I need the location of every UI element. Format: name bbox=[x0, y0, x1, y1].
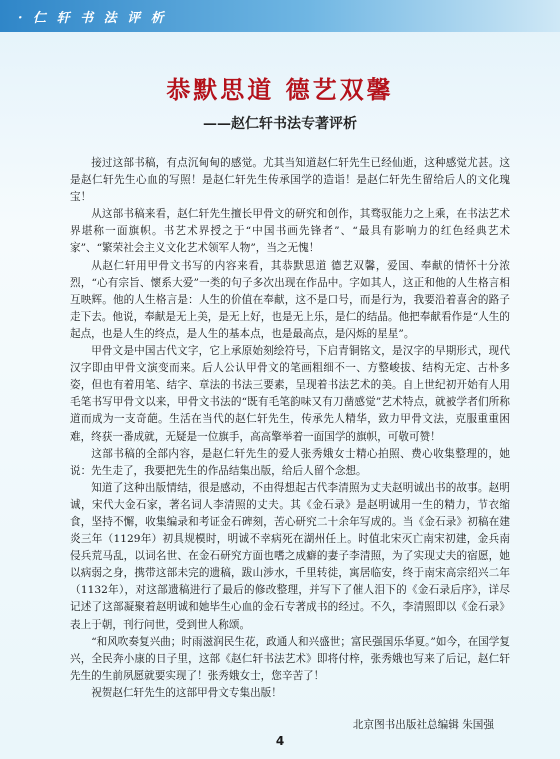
paragraph: 祝贺赵仁轩先生的这部甲骨文专集出版！ bbox=[91, 686, 282, 699]
article-subtitle: ——赵仁轩书法专著评析 bbox=[203, 116, 357, 132]
paragraph: 甲骨文是中国古代文字，它上承原始刻绘符号，下启青铜铭文，是汉字的早期形式，现代汉字即由甲骨文演变而来。后人公认甲骨文的笔画粗细不一、方整峻拔、结构无定、古朴多姿，但也有着用笔、结字、章法的书法三要素，呈现着书法艺术的美。自上世纪初开始有人用毛笔书写甲骨文以来，甲骨文书法的“既有毛笔韵味又有刀凿感觉”艺术特点，就被学者们所称道而成为一支奇葩。生活在当代的赵仁轩先生，传承先人精华，致力甲骨文法，克服重重困难，终获一番成就，无疑是一位旗手，高高擎举着一面国学的旗帜，可敬可赞！ bbox=[70, 345, 510, 443]
paragraph: 这部书稿的全部内容，是赵仁轩先生的爱人张秀娥女士精心拍照、费心收集整理的，她说：先生走了，我要把先生的作品结集出版，给后人留个念想。 bbox=[70, 447, 510, 477]
paragraph: 从赵仁轩用甲骨文书写的内容来看，其恭默思道 德艺双馨，爱国、奉献的情怀十分浓烈，“心有宗旨、懷系大爱”一类的句子多次出现在作品中。字如其人，这正和他的人生格言相互映辉。他的人生格言是：人生的价值在奉献，这不是口号，而是行为，我要沿着喜舍的路子走下去。他说，奉献是无上美，是无上好，也是无上乐，是仁的结晶。他把奉献看作是“人生的起点，也是人生的终点，是人生的基本点，也是最高点，是闪烁的星星”。 bbox=[70, 259, 510, 340]
paragraph: 从这部书稿来看，赵仁轩先生擅长甲骨文的研究和创作，其骛驭能力之上乘，在书法艺术界堪称一面旗帜。书艺术界授之于“中国书画先锋者”、“最具有影响力的红色经典艺术家”、“繁荣社会主义文化艺术领军人物”，当之无愧！ bbox=[70, 208, 510, 255]
paragraph: 知道了这种出版情结，很是感动，不由得想起古代李清照为丈夫赵明诚出书的故事。赵明诚，宋代大金石家，著名词人李清照的丈夫。其《金石录》是赵明诚用一生的精力，节衣缩食，坚持不懈，收集编录和考证金石碑刻，苦心研究二十余年写成的。当《金石录》初稿在建炎三年（1129年）初具规模时，明诚不幸病死在湖州任上。时值北宋灭亡南宋初建，金兵南侵兵荒马乱，以词名世、在金石研究方面也嗜之成癖的妻子李清照，为了实现丈夫的宿愿，她以病弱之身，携带这部未完的遗稿，跋山涉水，千里转徙，寓居临安，终于南宋高宗绍兴二年（1132年），对这部遗稿进行了最后的修改整理，并写下了催人泪下的《金石录后序》，详尽记述了这部凝聚着赵明诚和她毕生心血的金石专著成书的经过。不久，李清照即以《金石录》表上于朝，刊行问世，受到世人称颂。 bbox=[70, 481, 510, 631]
article-body bbox=[70, 155, 510, 702]
header-banner bbox=[0, 0, 560, 32]
page-number: 4 bbox=[275, 734, 285, 748]
article-title: 恭默思道 德艺双馨 bbox=[166, 75, 394, 104]
header-label: · 仁 轩 书 法 评 析 bbox=[18, 11, 167, 26]
paragraph: 接过这部书稿，有点沉甸甸的感觉。尤其当知道赵仁轩先生已经仙逝，这种感觉尤甚。这是赵仁轩先生心血的写照！是赵仁轩先生传承国学的造诣！是赵仁轩先生留给后人的文化瑰宝！ bbox=[70, 157, 510, 204]
signature: 北京图书出版社总编辑 朱国强 bbox=[352, 719, 494, 731]
paragraph: “和风吹奏复兴曲；时雨滋润民生花，政通人和兴盛世；富民强国乐华夏。”如今，在国学复兴，全民奔小康的日子里，这部《赵仁轩书法艺术》即将付梓，张秀娥也写来了后记，赵仁轩先生的生前夙愿就要实现了！张秀娥女士，您辛苦了！ bbox=[70, 635, 510, 682]
